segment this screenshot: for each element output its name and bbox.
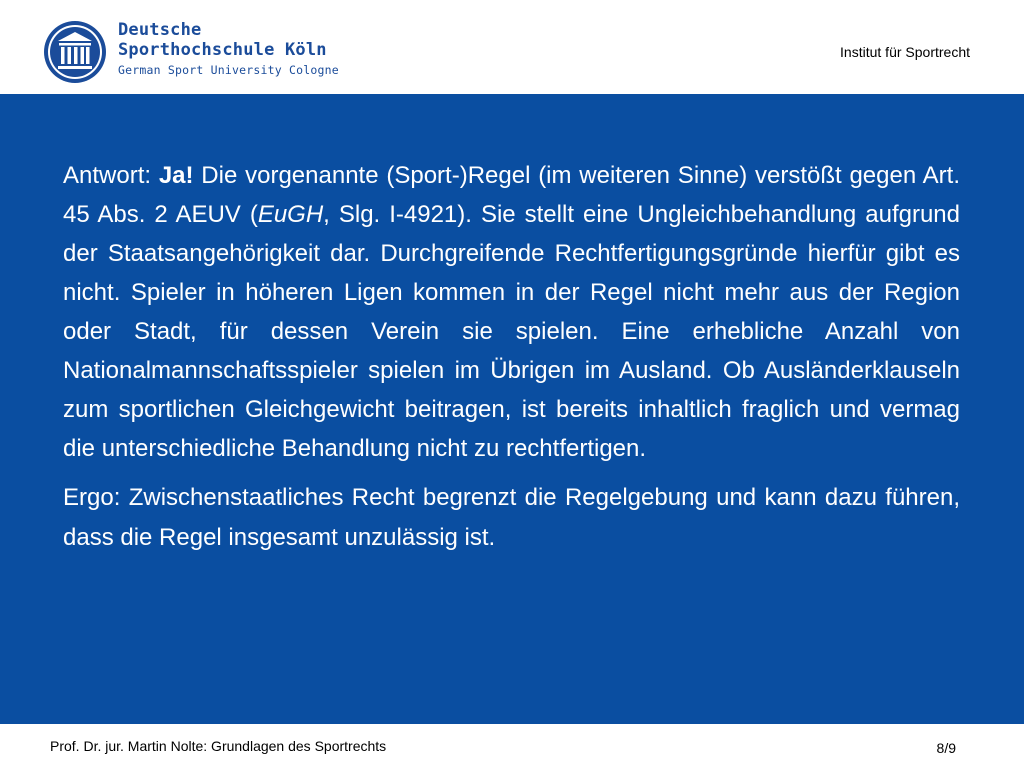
footer [0, 724, 1024, 768]
answer-italic: EuGH [257, 201, 324, 228]
logo-line-1: Deutsche [118, 20, 202, 40]
footer-author: Prof. Dr. jur. Martin Nolte: Grundlagen des Sportrechts [50, 738, 387, 754]
logo-line-3: German Sport University Cologne [118, 63, 339, 77]
university-logo-text [118, 20, 339, 78]
body-text [63, 156, 960, 558]
answer-bold: Ja! [158, 162, 194, 189]
university-logo-icon [42, 19, 108, 85]
content-area [0, 94, 1024, 724]
answer-prefix: Antwort: [63, 162, 159, 189]
ergo-paragraph: Ergo: Zwischenstaatliches Recht begrenzt die Regelgebung und kann dazu führen, dass die Regel insgesamt unzulässig ist. [63, 484, 960, 551]
institute-name: Institut für Sportrecht [840, 44, 970, 60]
answer-text-2: , Slg. I-4921). Sie stellt eine Ungleichbehandlung aufgrund der Staatsangehörigkeit dar. Durchgreifende Rechtfertigungsgründe hierfür gibt es nicht. Spieler in höheren Ligen kommen in der Regel nicht mehr aus der Region oder Stadt, für dessen Verein sie spielen. Eine erhebliche Anzahl von Nationalmannschaftsspieler spielen im Übrigen im Ausland. Ob Ausländerklauseln zum sportlichen Gleichgewicht beitragen, ist bereits inhaltlich fraglich und vermag die unterschiedliche Behandlung nicht zu rechtfertigen. [63, 201, 960, 462]
logo-line-2: Sporthochschule Köln [118, 40, 327, 60]
header [0, 0, 1024, 94]
answer-paragraph [63, 156, 960, 468]
answer-text-1: Die vorgenannte (Sport-)Regel (im weiteren Sinne) verstößt gegen Art. 45 Abs. 2 AEUV ( [63, 162, 960, 228]
page-number: 8/9 [936, 740, 956, 756]
